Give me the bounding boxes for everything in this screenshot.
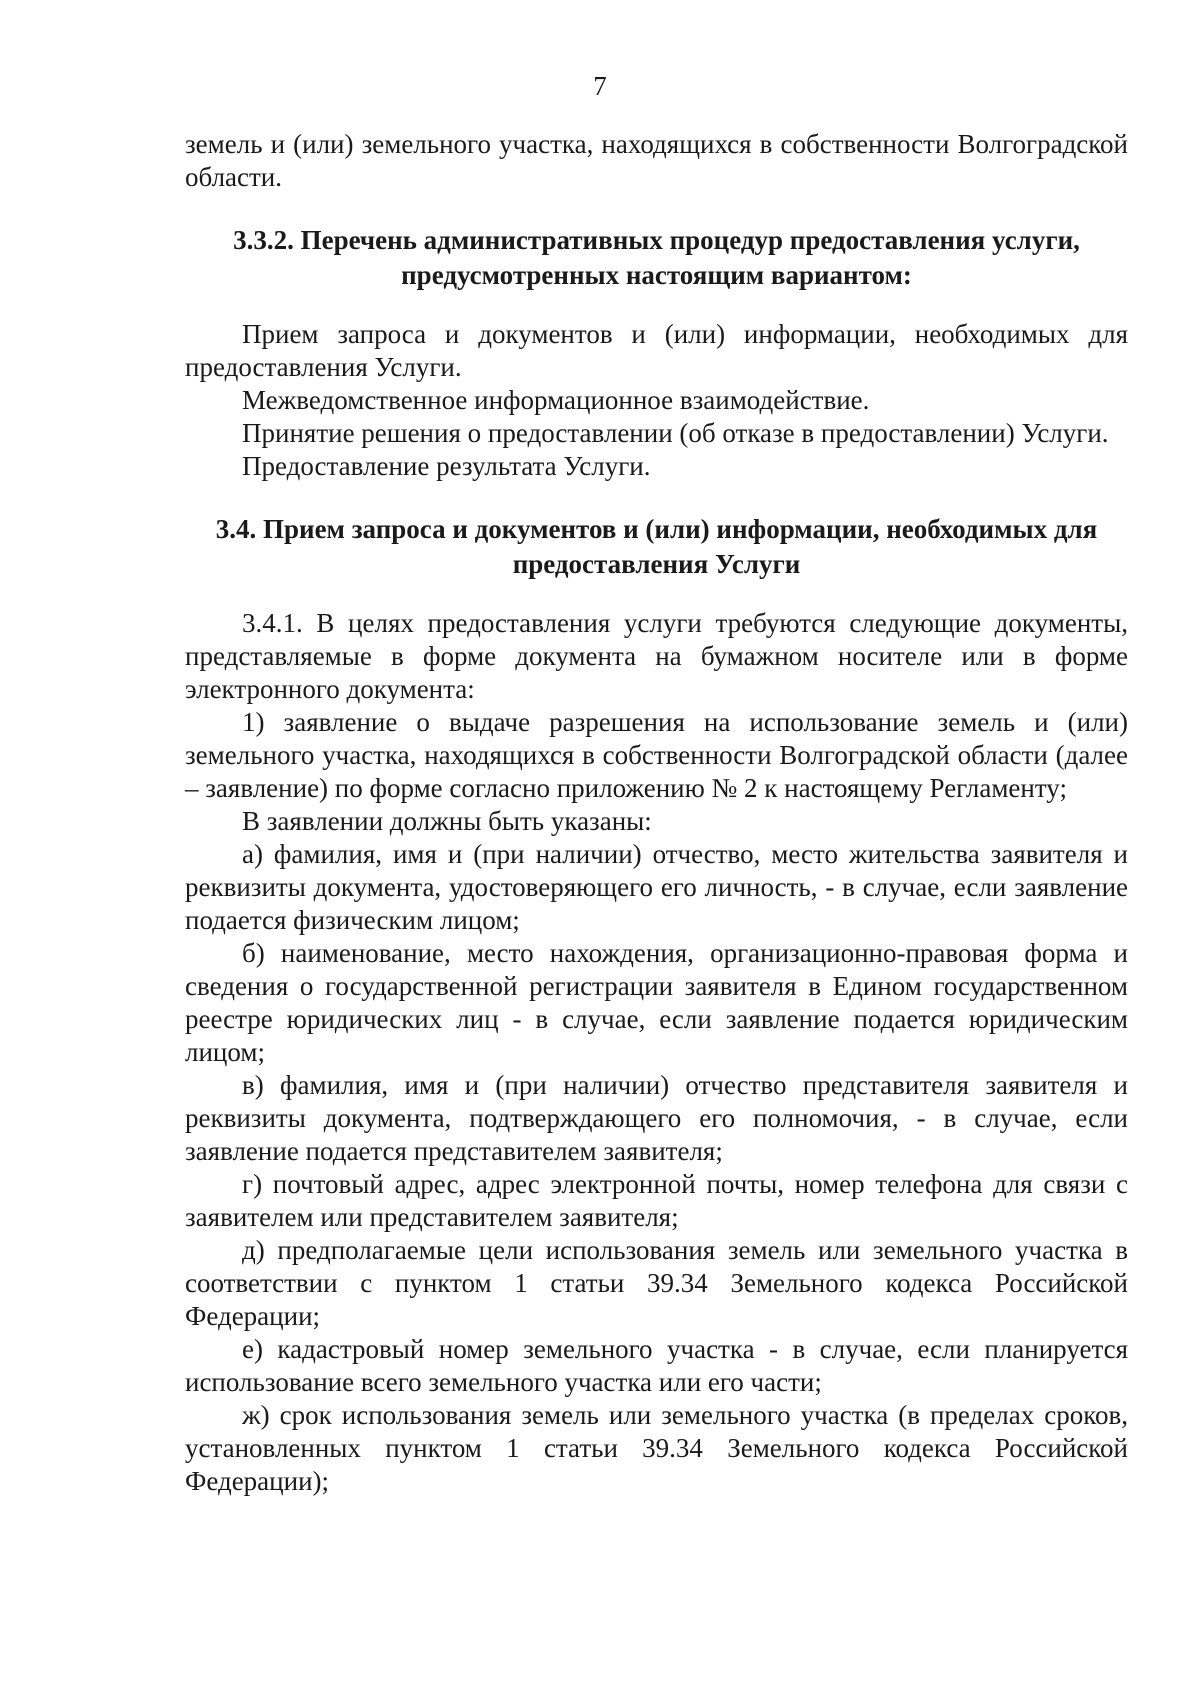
paragraph-3-4-1: 3.4.1. В целях предоставления услуги требуются следующие документы, представляемые в форме документа на бумажном носителе или в форме электронного документа:	[185, 608, 1128, 704]
section-3-4-body	[185, 607, 1128, 1498]
list-item-zh: ж) срок использования земель или земельного участка (в пределах сроков, установленных пунктом 1 статьи 39.34 Земельного кодекса Российской Федерации);	[185, 1400, 1128, 1496]
list-item-a: а) фамилия, имя и (при наличии) отчество, место жительства заявителя и реквизиты документа, удостоверяющего его личность, - в случае, если заявление подается физическим лицом;	[185, 839, 1128, 935]
list-item-g: г) почтовый адрес, адрес электронной почты, номер телефона для связи с заявителем или представителем заявителя;	[185, 1169, 1128, 1232]
section-3-3-2-heading: 3.3.2. Перечень административных процедур предоставления услуги, предусмотренных настоящим вариантом:	[233, 225, 1080, 290]
procedure-item: Принятие решения о предоставлении (об отказе в предоставлении) Услуги.	[242, 418, 1109, 448]
section-3-3-2-list	[185, 318, 1128, 483]
spacer	[185, 483, 1128, 512]
list-intro: В заявлении должны быть указаны:	[242, 806, 652, 836]
spacer	[185, 194, 1128, 223]
procedure-item: Предоставление результата Услуги.	[242, 451, 651, 481]
list-item-v: в) фамилия, имя и (при наличии) отчество представителя заявителя и реквизиты документа, подтверждающего его полномочия, - в случае, если заявление подается представителем заявителя;	[185, 1070, 1128, 1166]
procedure-item: Межведомственное информационное взаимодействие.	[242, 385, 870, 415]
page-number: 7	[593, 71, 607, 101]
spacer	[185, 293, 1128, 318]
spacer	[185, 582, 1128, 607]
procedure-item: Прием запроса и документов и (или) информации, необходимых для предоставления Услуги.	[185, 319, 1128, 382]
list-item-1: 1) заявление о выдаче разрешения на использование земель и (или) земельного участка, находящихся в собственности Волгоградской области (далее – заявление) по форме согласно приложению № 2 к настоящему Регламенту;	[185, 707, 1128, 803]
list-item-b: б) наименование, место нахождения, организационно-правовая форма и сведения о государственной регистрации заявителя в Едином государственном реестре юридических лиц - в случае, если заявление подается юридическим лицом;	[185, 938, 1128, 1067]
intro-paragraph: земель и (или) земельного участка, находящихся в собственности Волгоградской области.	[185, 129, 1128, 192]
document-body	[185, 128, 1128, 1498]
list-item-d: д) предполагаемые цели использования земель или земельного участка в соответствии с пунктом 1 статьи 39.34 Земельного кодекса Российской Федерации;	[185, 1235, 1128, 1331]
list-item-e: е) кадастровый номер земельного участка - в случае, если планируется использование всего земельного участка или его части;	[185, 1334, 1128, 1397]
section-3-4-heading: 3.4. Прием запроса и документов и (или) информации, необходимых для предоставления Услуги	[215, 514, 1098, 579]
